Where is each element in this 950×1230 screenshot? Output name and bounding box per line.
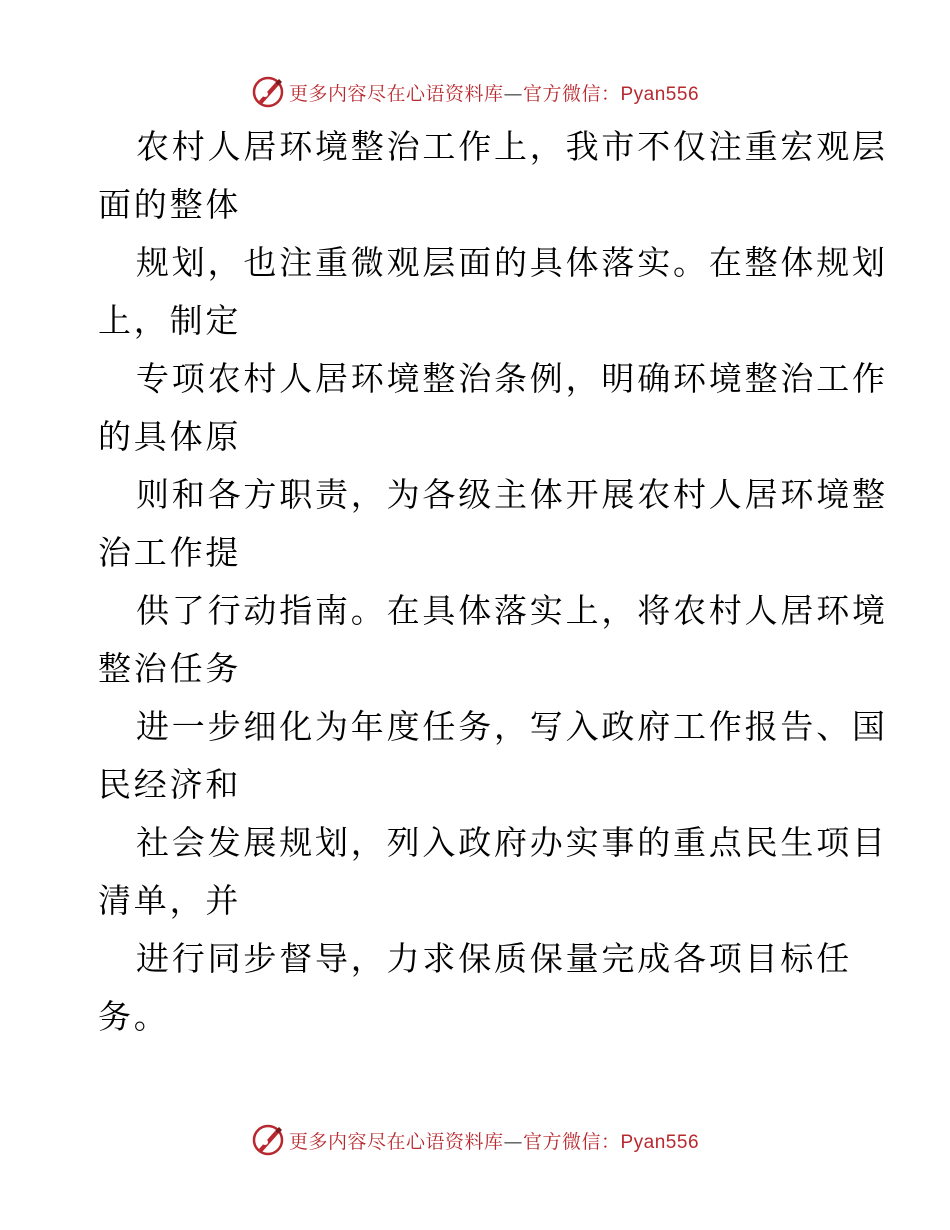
watermark-text — [289, 1127, 699, 1154]
text-line: 社会发展规划，列入政府办实事的重点民生项目 — [136, 823, 888, 862]
text-line: 的具体原 — [98, 417, 242, 456]
text-line: 务。 — [98, 997, 170, 1036]
watermark-wechat-label: 官方微信： — [522, 1130, 621, 1153]
text-line: 则和各方职责，为各级主体开展农村人居环境整 — [136, 475, 888, 514]
text-line: 整治任务 — [98, 649, 242, 688]
text-line: 进一步细化为年度任务，写入政府工作报告、国 — [136, 707, 888, 746]
watermark-site-text: 更多内容尽在心语资料库 — [288, 82, 504, 105]
footer-watermark — [0, 1120, 950, 1160]
pen-logo-icon — [251, 1123, 285, 1157]
watermark-text — [289, 79, 699, 106]
text-line: 民经济和 — [98, 765, 242, 804]
header-watermark — [0, 72, 950, 112]
text-line: 上，制定 — [98, 301, 242, 340]
watermark-separator: — — [503, 82, 523, 105]
watermark-site-text: 更多内容尽在心语资料库 — [288, 1130, 504, 1153]
text-line: 专项农村人居环境整治条例，明确环境整治工作 — [136, 359, 888, 398]
text-line: 规划，也注重微观层面的具体落实。在整体规划 — [136, 243, 888, 282]
watermark-wechat-id: Pyan556 — [620, 1131, 700, 1153]
watermark-wechat-label: 官方微信： — [522, 82, 621, 105]
watermark-wechat-id: Pyan556 — [620, 83, 700, 105]
text-line: 进行同步督导，力求保质保量完成各项目标任 — [136, 939, 852, 978]
document-body — [98, 118, 888, 1046]
text-line: 供了行动指南。在具体落实上，将农村人居环境 — [136, 591, 888, 630]
pen-logo-icon — [251, 75, 285, 109]
text-line: 农村人居环境整治工作上，我市不仅注重宏观层 — [136, 127, 888, 166]
text-line: 面的整体 — [98, 185, 242, 224]
text-line: 治工作提 — [98, 533, 242, 572]
watermark-separator: — — [503, 1130, 523, 1153]
text-line: 清单，并 — [98, 881, 242, 920]
